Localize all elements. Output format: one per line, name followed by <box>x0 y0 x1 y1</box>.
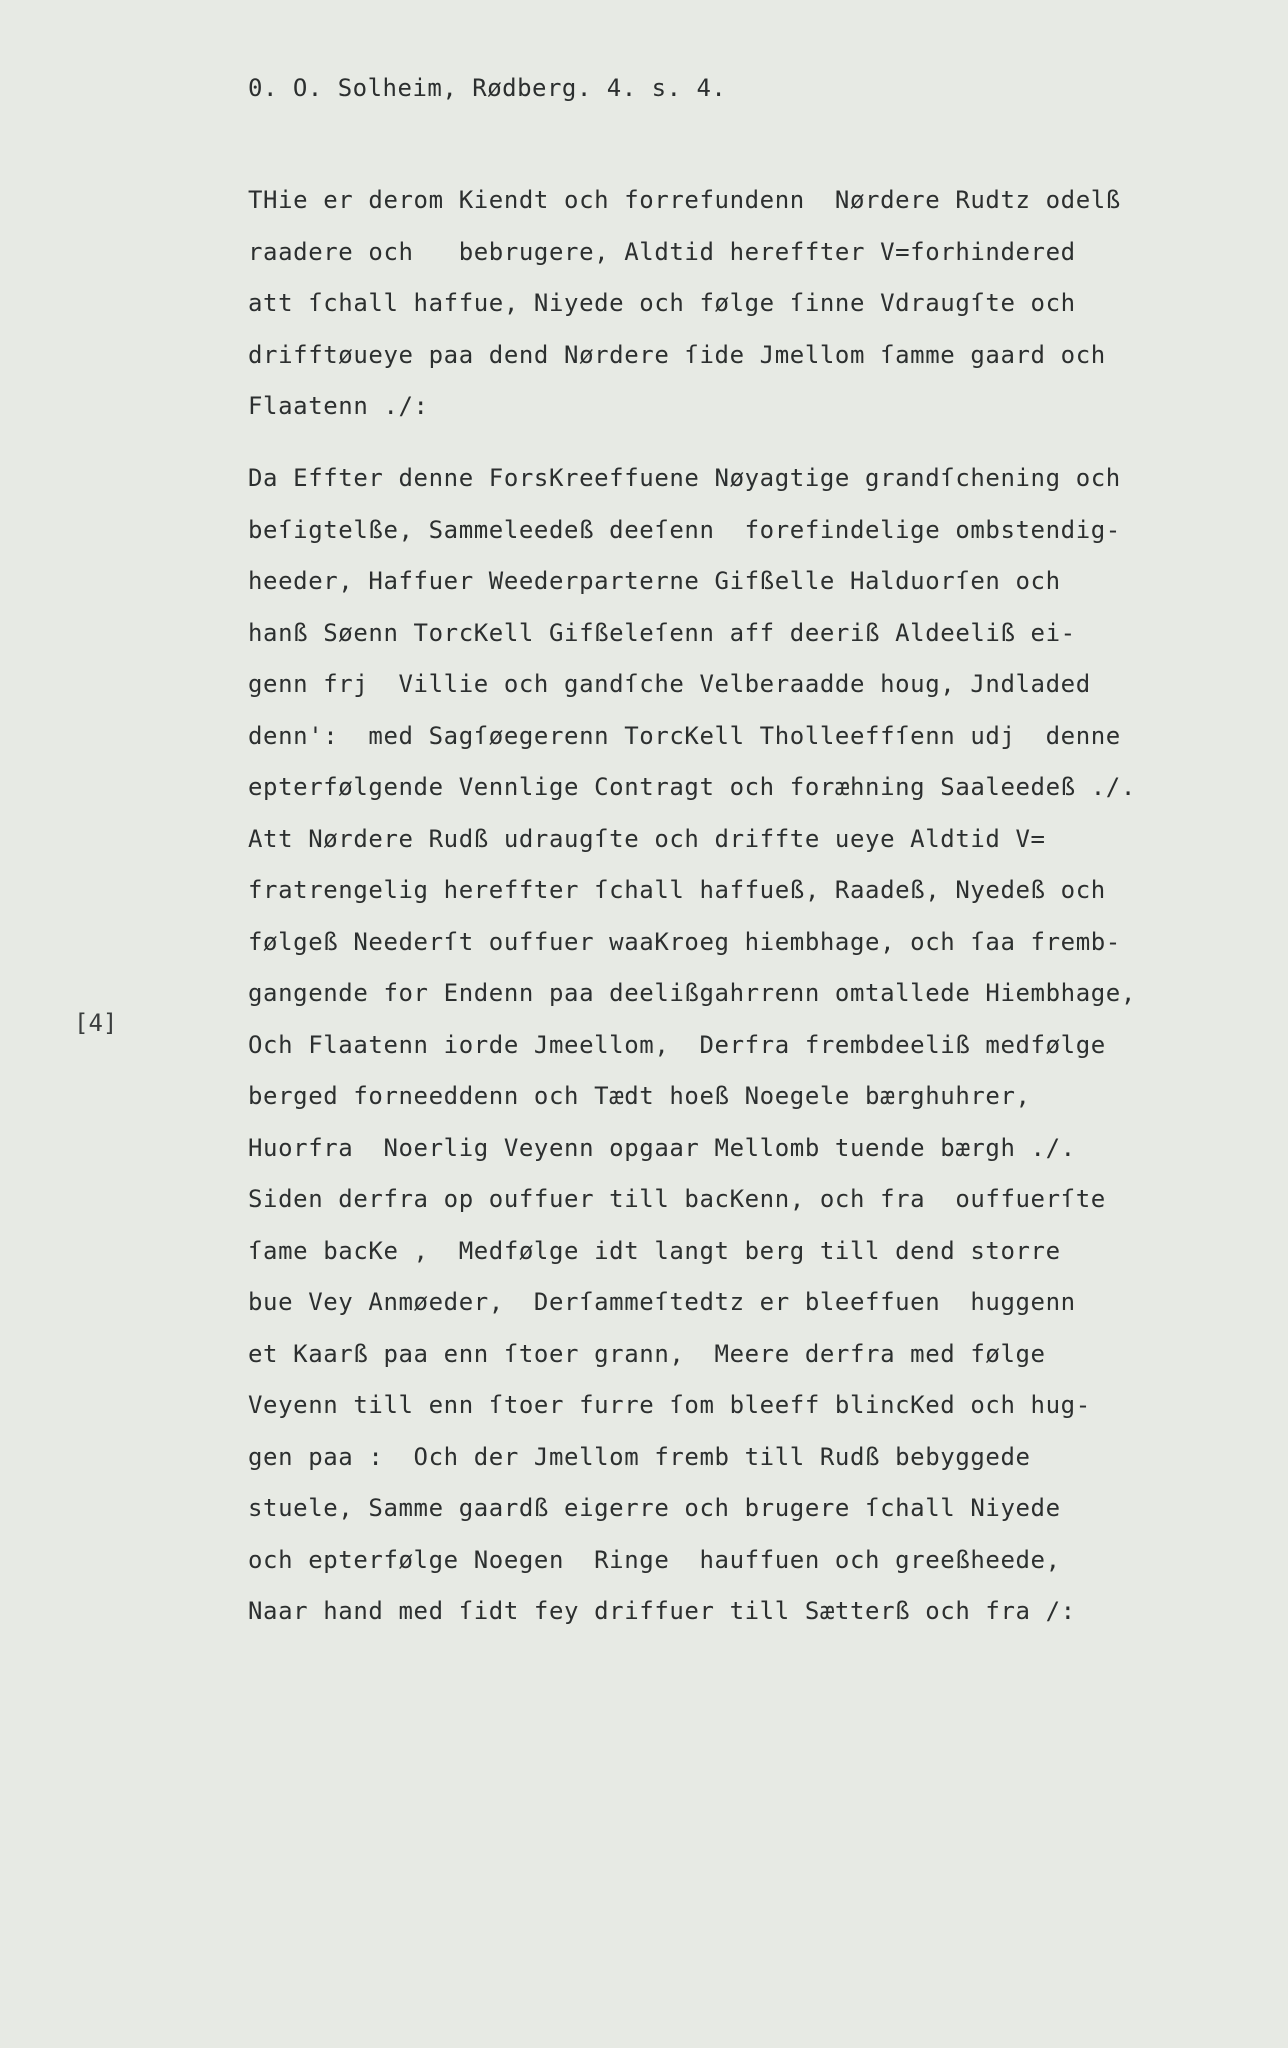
text-line: drifftøueye paa dend Nørdere ſide Jmellom ſamme gaard och <box>248 340 1106 369</box>
text-line: Siden derfra op ouffuer till bacKenn, och fra ouffuerſte <box>248 1185 1106 1213</box>
text-line: epterfølgende Vennlige Contragt och foræhning Saaleedeß ./. <box>248 773 1136 801</box>
text-line: denn': med Sagſøegerenn TorcKell Tholleeffſenn udj denne <box>248 721 1121 750</box>
text-line: Flaatenn ./: <box>248 392 429 420</box>
text-line: Och Flaatenn iorde Jmeellom, Derfra frembdeeliß medfølge <box>248 1030 1106 1059</box>
text-line: heeder, Haffuer Weederparterne Gifßelle Halduorſen och <box>248 567 1061 595</box>
text-line: et Kaarß paa enn ſtoer grann, Meere derfra med følge <box>248 1339 1046 1368</box>
text-line: berged forneeddenn och Tædt hoeß Noegele bærghuhrer, <box>248 1082 1031 1110</box>
text-line: bue Vey Anmøeder, Derſammeſtedtz er bleeffuen huggenn <box>248 1288 1076 1316</box>
text-line: THie er derom Kiendt och forrefundenn Nørdere Rudtz odelß <box>248 186 1121 214</box>
text-line: følgeß Neederſt ouffuer waaKroeg hiembhage, och ſaa fremb- <box>248 927 1121 956</box>
document-header: 0. O. Solheim, Rødberg. 4. s. 4. <box>248 74 727 102</box>
text-line: Veyenn till enn ſtoer furre ſom bleeff blincKed och hug- <box>248 1391 1091 1419</box>
text-line: och epterfølge Noegen Ringe hauffuen och greeßheede, <box>248 1545 1061 1574</box>
text-line: beſigtelße, Sammeleedeß deeſenn forefindelige ombstendig- <box>248 515 1121 544</box>
text-line: hanß Søenn TorcKell Gifßeleſenn aff deeriß Aldeeliß ei- <box>248 618 1076 647</box>
text-line: raadere och bebrugere, Aldtid hereffter V=forhindered <box>248 237 1076 266</box>
page-number-margin-note: [4] <box>74 1009 118 1037</box>
text-line: ſame bacKe , Medfølge idt langt berg till dend storre <box>248 1236 1061 1265</box>
text-line: stuele, Samme gaardß eigerre och brugere ſchall Niyede <box>248 1494 1061 1522</box>
text-line: Huorfra Noerlig Veyenn opgaar Mellomb tuende bærgh ./. <box>248 1133 1076 1162</box>
text-line: Att Nørdere Rudß udraugſte och driffte ueye Aldtid V= <box>248 824 1046 853</box>
text-line: fratrengelig hereffter ſchall haffueß, Raadeß, Nyedeß och <box>248 876 1106 904</box>
text-line: genn frj Villie och gandſche Velberaadde houg, Jndladed <box>248 670 1091 698</box>
paragraph-2 <box>248 453 1148 1638</box>
text-line: gangende for Endenn paa deelißgahrrenn omtallede Hiembhage, <box>248 979 1136 1007</box>
text-line: att ſchall haffue, Niyede och følge ſinne Vdraugſte och <box>248 289 1076 317</box>
paragraph-1 <box>248 175 1148 433</box>
text-line: Da Effter denne ForsKreeffuene Nøyagtige grandſchening och <box>248 464 1121 492</box>
text-line: Naar hand med ſidt fey driffuer till Sætterß och fra /: <box>248 1597 1076 1625</box>
text-line: gen paa : Och der Jmellom fremb till Rudß bebyggede <box>248 1442 1031 1471</box>
